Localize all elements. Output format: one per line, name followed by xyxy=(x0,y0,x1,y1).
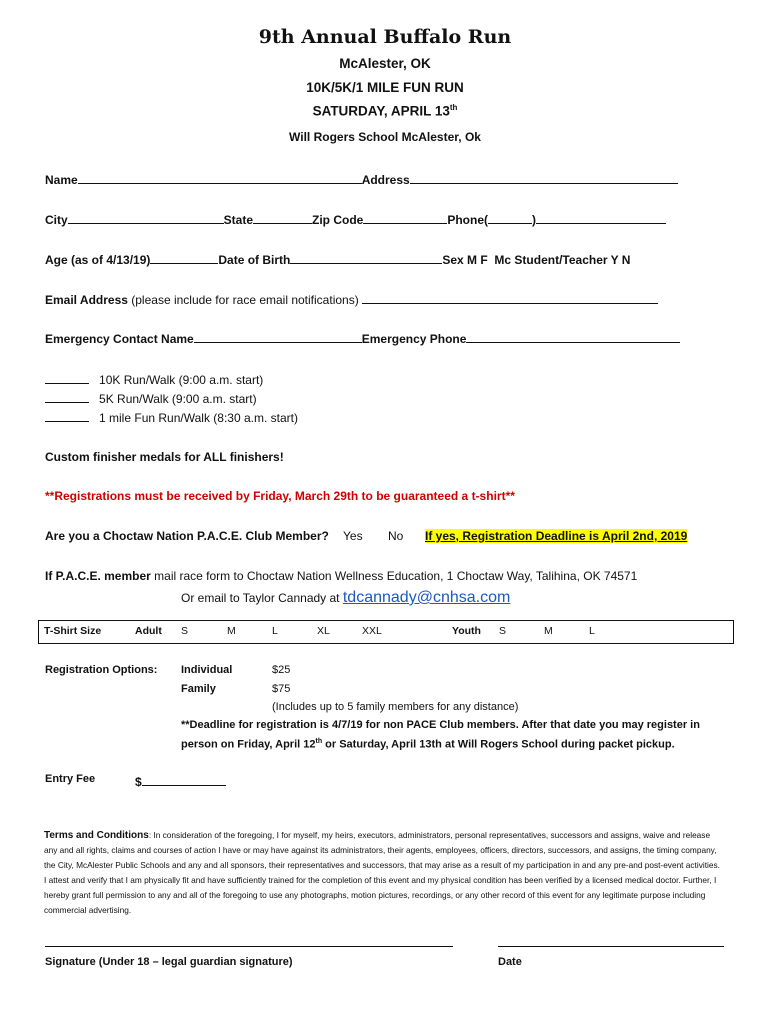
adult-size-xl[interactable]: XL xyxy=(317,625,330,637)
page-title: 9th Annual Buffalo Run xyxy=(258,26,512,48)
zip-line[interactable] xyxy=(363,210,447,224)
pace-deadline-highlight: If yes, Registration Deadline is April 2nd, 2019 xyxy=(425,529,688,543)
pace-no[interactable]: No xyxy=(388,529,404,543)
registration-family-note: (Includes up to 5 family members for any distance) xyxy=(272,701,519,713)
signature-label: Signature (Under 18 – legal guardian signature) xyxy=(45,956,293,968)
emergency-name-line[interactable] xyxy=(194,329,362,343)
registration-family[interactable]: Family xyxy=(181,683,216,695)
name-field[interactable]: Name Address xyxy=(45,170,678,187)
registration-individual-price: $25 xyxy=(272,664,291,676)
dob-line[interactable] xyxy=(290,250,442,264)
state-line[interactable] xyxy=(253,210,312,224)
name-line[interactable] xyxy=(78,170,362,184)
youth-size-m[interactable]: M xyxy=(544,625,553,637)
medals-note: Custom finisher medals for ALL finishers! xyxy=(45,450,284,464)
race-10k-line[interactable] xyxy=(45,370,89,384)
age-line[interactable] xyxy=(150,250,218,264)
event-date: SATURDAY, APRIL 13th xyxy=(312,103,458,119)
city-state-zip-phone[interactable]: City State Zip Code Phone( ) xyxy=(45,210,666,227)
emergency-phone-line[interactable] xyxy=(466,329,680,343)
tshirt-deadline-notice: **Registrations must be received by Friday, March 29th to be guaranteed a t-shirt** xyxy=(45,489,515,503)
adult-size-l[interactable]: L xyxy=(272,625,278,637)
entry-fee-label: Entry Fee xyxy=(45,773,96,785)
adult-size-s[interactable]: S xyxy=(181,625,189,637)
phone-line[interactable] xyxy=(536,210,666,224)
race-option-10k[interactable]: 10K Run/Walk (9:00 a.m. start) xyxy=(45,370,263,387)
registration-family-price: $75 xyxy=(272,683,291,695)
event-location: Will Rogers School McAlester, Ok xyxy=(289,130,481,144)
tshirt-label: T-Shirt Size xyxy=(44,625,102,637)
registration-options-label: Registration Options: xyxy=(45,664,158,676)
event-distances: 10K/5K/1 MILE FUN RUN xyxy=(306,80,464,95)
pace-email-link[interactable]: tdcannady@cnhsa.com xyxy=(342,589,511,606)
registration-deadline-line2: person on Friday, April 12th or Saturday, April 13th at Will Rogers School during packet pickup. xyxy=(181,738,675,751)
date-line[interactable] xyxy=(498,946,724,947)
pace-mail-instructions: If P.A.C.E. member mail race form to Choctaw Nation Wellness Education, 1 Choctaw Way, Talihina, OK 74571 xyxy=(45,569,638,583)
address-line[interactable] xyxy=(410,170,678,184)
youth-size-l[interactable]: L xyxy=(589,625,595,637)
adult-size-m[interactable]: M xyxy=(227,625,236,637)
date-label: Date xyxy=(498,956,522,968)
emergency-row[interactable]: Emergency Contact Name Emergency Phone xyxy=(45,329,680,346)
race-option-5k[interactable]: 5K Run/Walk (9:00 a.m. start) xyxy=(45,389,257,406)
terms-text: : In consideration of the foregoing, I for myself, my heirs, executors, administrators, personal representatives, successors and assigns, waive and release any and all rights, claims and courses of action I have or may have against its administrators, their agents, employees, officers, directors, successors, and assigns, the timing company, the City, McAlester Public Schools and any and all sponsors, their representatives and successors, that may arise as a result of my participation in and any pre-and post-event activities. I attest and verify that I am physically fit and have sufficiently trained for the completion of this event and my physical condition has been verified by a licensed medical doctor. Further, I hereby grant full permission to any and all of the foregoing to use any photographs, motion pictures, recordings, or any other record of this event for any legitimate purpose including commercial advertising. xyxy=(44,830,720,915)
race-option-1mile[interactable]: 1 mile Fun Run/Walk (8:30 a.m. start) xyxy=(45,408,298,425)
email-line[interactable] xyxy=(362,290,658,304)
signature-line[interactable] xyxy=(45,946,453,947)
race-1mile-line[interactable] xyxy=(45,408,89,422)
pace-question: Are you a Choctaw Nation P.A.C.E. Club Member? xyxy=(45,529,329,543)
email-row[interactable]: Email Address (please include for race email notifications) xyxy=(45,290,658,307)
terms-title: Terms and Conditions xyxy=(44,830,149,841)
adult-size-xxl[interactable]: XXL xyxy=(362,625,382,637)
age-dob-sex-row[interactable]: Age (as of 4/13/19) Date of Birth Sex M F Mc Student/Teacher Y N xyxy=(45,250,630,267)
youth-size-s[interactable]: S xyxy=(499,625,507,637)
tshirt-youth-label: Youth xyxy=(452,625,481,637)
area-code-line[interactable] xyxy=(488,210,532,224)
entry-fee-field[interactable]: $ xyxy=(135,772,226,789)
entry-fee-line[interactable] xyxy=(142,772,226,786)
pace-email-instructions: Or email to Taylor Cannady at tdcannady@cnhsa.com xyxy=(181,589,511,606)
race-5k-line[interactable] xyxy=(45,389,89,403)
registration-deadline-line1: **Deadline for registration is 4/7/19 for non PACE Club members. After that date you may register in xyxy=(181,719,700,731)
terms-and-conditions xyxy=(44,828,724,918)
registration-individual[interactable]: Individual xyxy=(181,664,233,676)
city-line[interactable] xyxy=(68,210,224,224)
pace-yes[interactable]: Yes xyxy=(343,529,363,543)
event-city: McAlester, OK xyxy=(339,56,431,71)
tshirt-adult-label: Adult xyxy=(135,625,162,637)
